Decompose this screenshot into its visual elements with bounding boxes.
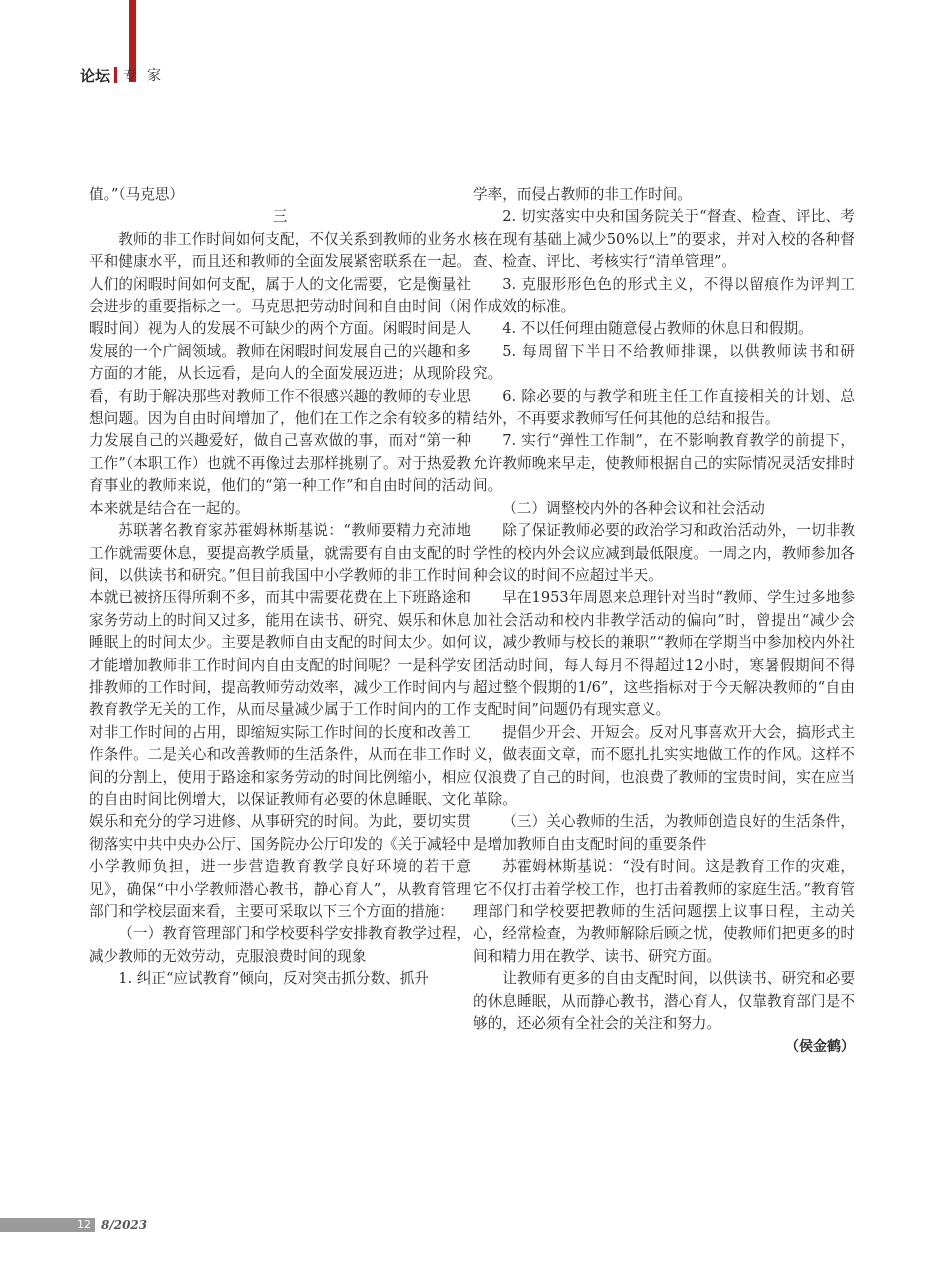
section-sub-label: 专家 <box>123 68 172 84</box>
article-left-column <box>89 184 471 991</box>
section-tag <box>80 64 171 86</box>
section-main-label: 论坛 <box>80 66 111 85</box>
paragraph: 苏霍姆林斯基说：“没有时间。这是教育工作的灾难，它不仅打击着学校工作，也打击着教师的家庭生活。”教育管理部门和学校要把教师的生活问题摆上议事日程，主动关心，经常检查，为教师解除后顾之忧，使教师们把更多的时间和精力用在教学、读书、研究方面。 <box>473 858 855 965</box>
list-item: 3. 克服形形色色的形式主义，不得以留痕作为评判工作成效的标准。 <box>473 275 855 316</box>
paragraph: 除了保证教师必要的政治学习和政治活动外，一切非教学性的校内外会议应减到最低限度。一周之内，教师参加各种会议的时间不应超过半天。 <box>473 522 855 584</box>
article-right-column <box>473 184 855 1059</box>
issue-label: 8/2023 <box>101 1218 148 1232</box>
paragraph: 提倡少开会、开短会。反对凡事喜欢开大会，搞形式主义，做表面文章，而不愿扎扎实实地做工作的作风。这样不仅浪费了自己的时间，也浪费了教师的宝贵时间，实在应当革除。 <box>473 723 855 808</box>
list-item: 7. 实行“弹性工作制”，在不影响教育教学的前提下，允许教师晚来早走，使教师根据自己的实际情况灵活安排时间。 <box>473 432 855 495</box>
list-item: 2. 切实落实中央和国务院关于“督查、检查、评比、考核在现有基础上减少50%以上”的要求，并对入校的各种督查、检查、评比、考核实行“清单管理”。 <box>473 208 855 271</box>
paragraph: 早在1953年周恩来总理针对当时“教师、学生过多地参加社会活动和校内非教学活动的偏向”时，曾提出“减少会议，减少教师与校长的兼职”“教师在学期当中参加校内外社团活动时间，每人每月不得超过12小时，寒暑假期间不得超过整个假期的1/6”，这些指标对于今天解决教师的“自由支配时间”问题仍有现实意义。 <box>473 589 855 719</box>
subheading: （一）教育管理部门和学校要科学安排教育教学过程，减少教师的无效劳动，克服浪费时间的现象 <box>89 925 471 965</box>
paragraph: 苏联著名教育家苏霍姆林斯基说：“教师要精力充沛地工作就需要休息，要提高教学质量，就需要有自由支配的时间，以供读书和研究。”但目前我国中小学教师的非工作时间本就已被挤压得所剩不多，而其中需要花费在上下班路途和家务劳动上的时间又过多，能用在读书、研究、娱乐和休息睡眠上的时间太少。主要是教师自由支配的时间太少。如何才能增加教师非工作时间内自由支配的时间呢？一是科学安排教师的工作时间，提高教师劳动效率，减少工作时间内与教育教学无关的工作，从而尽量减少属于工作时间内的工作对非工作时间的占用，即缩短实际工作时间的长度和改善工作条件。二是关心和改善教师的生活条件，从而在非工作时间的分割上，使用于路途和家务劳动的时间比例缩小，相应的自由时间比例增大，以保证教师有必要的休息睡眠、文化娱乐和充分的学习进修、从事研究的时间。为此，要切实贯彻落实中共中央办公厅、国务院办公厅印发的《关于减轻中小学教师负担，进一步营造教育教学良好环境的若干意见》，确保“中小学教师潜心教书，静心育人”，从教育管理部门和学校层面来看，主要可采取以下三个方面的措施： <box>89 522 471 920</box>
page-number: 12 <box>77 1218 91 1231</box>
paragraph: 教师的非工作时间如何支配，不仅关系到教师的业务水平和健康水平，而且还和教师的全面发展紧密联系在一起。人们的闲暇时间如何支配，属于人的文化需要，它是衡量社会进步的重要指标之一。马克思把劳动时间和自由时间（闲暇时间）视为人的发展不可缺少的两个方面。闲暇时间是人发展的一个广阔领域。教师在闲暇时间发展自己的兴趣和多方面的才能，从长远看，是向人的全面发展迈进；从现阶段看，有助于解决那些对教师工作不很感兴趣的教师的专业思想问题。因为自由时间增加了，他们在工作之余有较多的精力发展自己的兴趣爱好，做自己喜欢做的事，而对“第一种工作”（本职工作）也就不再像过去那样挑剔了。对于热爱教育事业的教师来说，他们的“第一种工作”和自由时间的活动本来就是结合在一起的。 <box>89 230 471 517</box>
list-item: 5. 每周留下半日不给教师排课，以供教师读书和研究。 <box>473 342 855 383</box>
author-signature: （侯金鹤） <box>785 1039 855 1056</box>
list-item: 6. 除必要的与教学和班主任工作直接相关的计划、总结外，不再要求教师写任何其他的总结和报告。 <box>473 387 855 428</box>
list-item: 1. 纠正“应试教育”倾向，反对突击抓分数、抓升 <box>118 970 429 988</box>
section-tag-separator <box>114 67 117 83</box>
paragraph: 学率，而侵占教师的非工作时间。 <box>473 186 692 203</box>
subheading: （三）关心教师的生活，为教师创造良好的生活条件，是增加教师自由支配时间的重要条件 <box>473 813 855 853</box>
paragraph: 让教师有更多的自由支配时间，以供读书、研究和必要的休息睡眠，从而静心教书，潜心育人，仅靠教育部门是不够的，还必须有全社会的关注和努力。 <box>473 970 855 1033</box>
section-heading: 三 <box>272 208 288 226</box>
paragraph: 值。”（马克思） <box>89 186 185 203</box>
list-item: 4. 不以任何理由随意侵占教师的休息日和假期。 <box>502 320 813 338</box>
subheading: （二）调整校内外的各种会议和社会活动 <box>502 499 765 517</box>
